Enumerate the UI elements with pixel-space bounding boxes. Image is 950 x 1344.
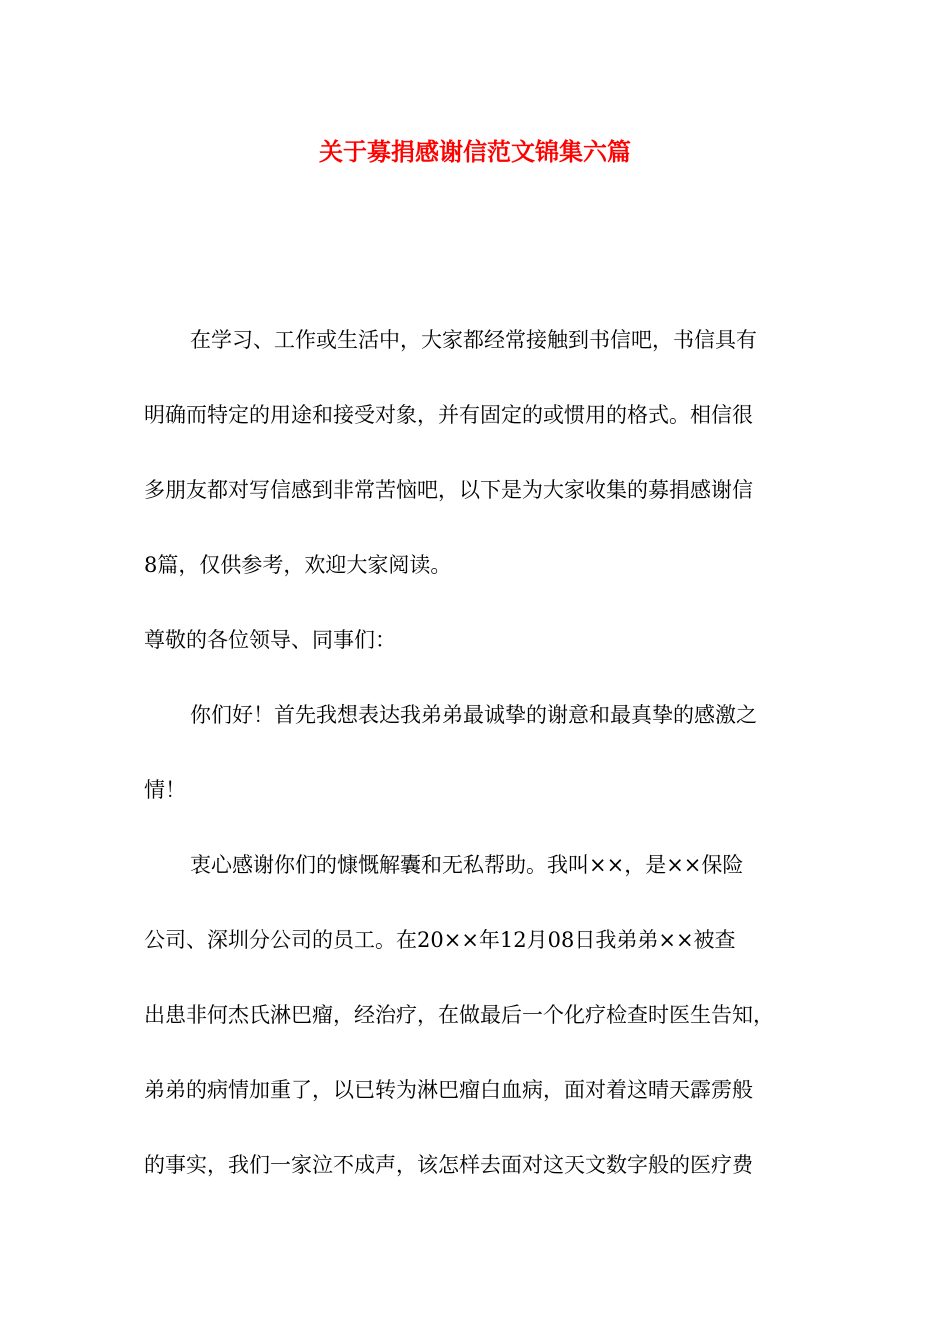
paragraph-line: 弟弟的病情加重了，以已转为淋巴瘤白血病，面对着这晴天霹雳般 xyxy=(144,1078,753,1102)
document-title: 关于募捐感谢信范文锦集六篇 xyxy=(319,137,631,166)
paragraph-line: 你们好！首先我想表达我弟弟最诚挚的谢意和最真挚的感激之 xyxy=(190,703,757,727)
paragraph-line: 出患非何杰氏淋巴瘤，经治疗，在做最后一个化疗检查时医生告知， xyxy=(144,1003,774,1027)
paragraph-line: 的事实，我们一家泣不成声，该怎样去面对这天文数字般的医疗费 xyxy=(144,1153,753,1177)
paragraph-line: 公司、深圳分公司的员工。在20××年12月08日我弟弟××被查 xyxy=(144,928,736,952)
paragraph-line: 情！ xyxy=(144,778,186,802)
paragraph-line: 衷心感谢你们的慷慨解囊和无私帮助。我叫××，是××保险 xyxy=(190,853,744,877)
paragraph-line: 明确而特定的用途和接受对象，并有固定的或惯用的格式。相信很 xyxy=(144,403,753,427)
salutation-line: 尊敬的各位领导、同事们： xyxy=(144,628,396,652)
paragraph-line: 在学习、工作或生活中，大家都经常接触到书信吧，书信具有 xyxy=(190,328,757,352)
paragraph-line: 8篇，仅供参考，欢迎大家阅读。 xyxy=(144,553,452,577)
paragraph-line: 多朋友都对写信感到非常苦恼吧，以下是为大家收集的募捐感谢信 xyxy=(144,478,753,502)
